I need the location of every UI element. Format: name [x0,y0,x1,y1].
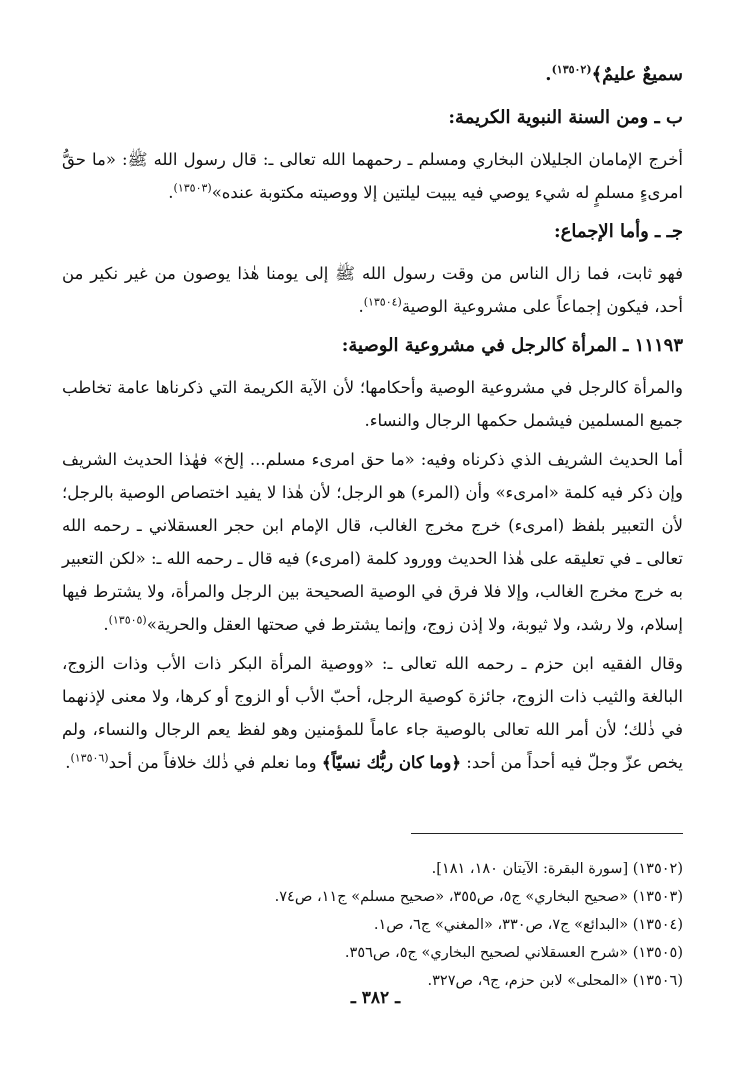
opening-verse-line [62,58,683,91]
paragraph-hadith-end: . [103,615,109,634]
paragraph-hadith-discussion [62,443,683,641]
heading-sunnah: ب ـ ومن السنة النبوية الكريمة: [448,107,683,128]
paragraph-hadith-text: أما الحديث الشريف الذي ذكرناه وفيه: «ما حق امرىء مسلم... إلخ» فهٰذا الحديث الشريف وإن ذكر فيه كلمة «امرىء» وأن (المرء) هو الرجل؛ لأن هٰذا لا يفيد اختصاص الوصية بالرجل؛ لأن التعبير بلفظ (امرىء) خرج مخرج الغالب، قال الإمام ابن حجر العسقلاني ـ رحمه الله تعالى ـ في تعليقه على هٰذا الحديث وورود كلمة (امرىء) فيه قال ـ رحمه الله ـ: «لكن التعبير به خرج مخرج الغالب، وإلا فلا فرق في الوصية الصحيحة بين الرجل والمرأة، ولا يشترط فيها إسلام، ولا رشد، ولا ثيوبة، ولا إذن زوج، وإنما يشترط في صحتها العقل والحرية» [62,450,683,634]
footnote-13506: (١٣٥٠٦) «المحلى» لابن حزم، ج٩، ص٣٢٧. [427,973,683,989]
paragraph-ibn-hazm-text-b: وما نعلم في ذٰلك خلافاً من أحد [108,753,322,772]
page-number: ـ ٣٨٢ ـ [350,988,401,1008]
footnote-separator [411,833,683,834]
footnote-ref-13504[interactable]: (١٣٥٠٤) [363,295,402,309]
footnotes [63,855,683,995]
paragraph-woman-like-man: والمرأة كالرجل في مشروعية الوصية وأحكامها؛ لأن الآية الكريمة التي ذكرناها عامة تخاطب جميع المسلمين فيشمل حكمها الرجال والنساء. [62,378,683,430]
paragraph-ibn-hazm-text-a: وقال الفقيه ابن حزم ـ رحمه الله تعالى ـ: «ووصية المرأة البكر ذات الأب وذات الزوج، البالغة والثيب ذات الزوج، جائزة كوصية الرجل، أحبّ الأب أو الزوج أو كرها، ولا معنى لإذنهما في ذٰلك؛ لأن أمر الله تعالى بالوصية جاء عاماً للمؤمنين وهو لفظ يعم الرجال والنساء، ولم يخص عزّ وجلّ فيه أحداً من أحد: [62,654,683,772]
footnote-ref-13506[interactable]: (١٣٥٠٦) [70,751,109,765]
paragraph-sunnah [62,143,683,209]
paragraph-ijma-text: فهو ثابت، فما زال الناس من وقت رسول الله ﷺ إلى يومنا هٰذا يوصون من غير نكير من أحد، فيكون إجماعاً على مشروعية الوصية [62,264,683,316]
opening-verse-text: سميعٌ عليمٌ﴾ [591,64,683,85]
footnote-13504: (١٣٥٠٤) «البدائع» ج٧، ص٣٣٠، «المغني» ج٦، ص١. [373,917,683,933]
paragraph-ibn-hazm-end: . [65,753,71,772]
quran-verse-inline: ﴿وما كان ربُّك نسيّاً﴾ [321,753,462,772]
footnote-ref-13505[interactable]: (١٣٥٠٥) [108,613,147,627]
footnote-13505: (١٣٥٠٥) «شرح العسقلاني لصحيح البخاري» ج٥، ص٣٥٦. [344,945,683,961]
footnote-13503: (١٣٥٠٣) «صحيح البخاري» ج٥، ص٣٥٥، «صحيح مسلم» ج١١، ص٧٤. [274,889,683,905]
paragraph-ijma [62,257,683,323]
footnote-ref-13502[interactable]: (١٣٥٠٢) [551,63,592,76]
paragraph-sunnah-text: أخرج الإمامان الجليلان البخاري ومسلم ـ رحمهما الله تعالى ـ: قال رسول الله ﷺ: «ما حقُّ امرىءٍ مسلمٍ له شيء يوصي فيه يبيت ليلتين إلا ووصيته مكتوبة عنده» [62,150,683,202]
heading-ijma: جـ ـ وأما الإجماع: [554,221,683,242]
heading-section-11193: ١١١٩٣ ـ المرأة كالرجل في مشروعية الوصية: [341,335,683,356]
paragraph-sunnah-end: . [168,183,174,202]
footnote-ref-13503[interactable]: (١٣٥٠٣) [173,181,212,195]
paragraph-ibn-hazm [62,647,683,779]
paragraph-ijma-end: . [358,297,364,316]
footnote-13502: (١٣٥٠٢) [سورة البقرة: الآيتان ١٨٠، ١٨١]. [431,861,683,877]
opening-verse-end: . [545,64,552,85]
